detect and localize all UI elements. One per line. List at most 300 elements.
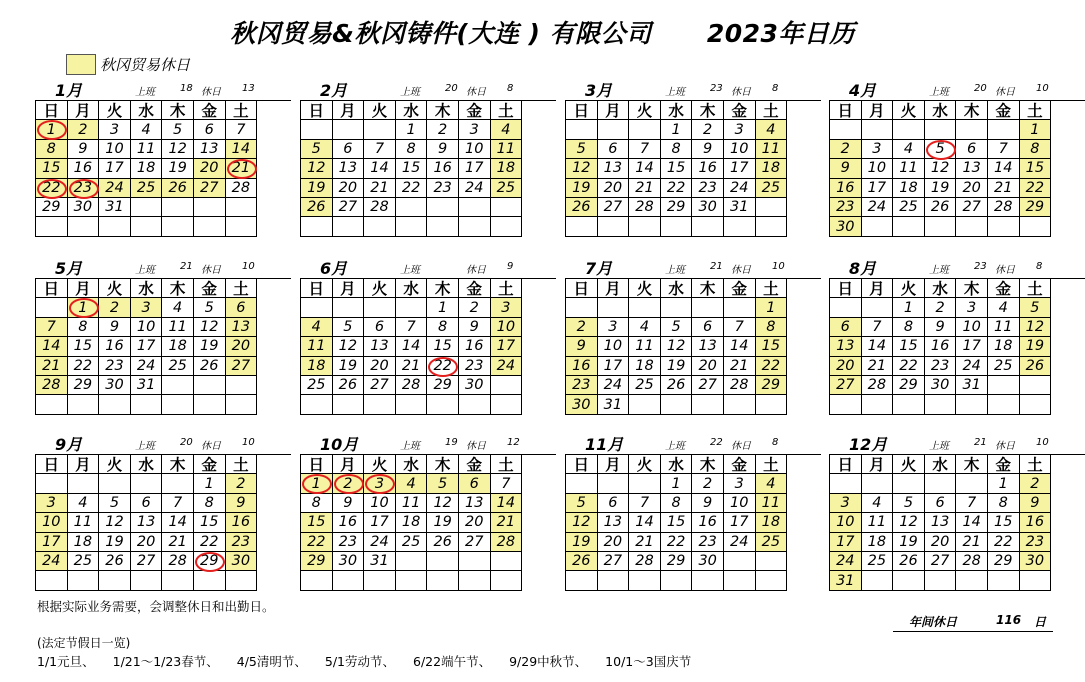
- day-cell: 8: [988, 494, 1020, 513]
- day-cell: 9: [459, 318, 491, 337]
- weekday-header: 金: [194, 455, 226, 474]
- day-cell: 11: [756, 140, 788, 159]
- day-cell: 7: [862, 318, 894, 337]
- day-cell: 14: [364, 159, 396, 178]
- day-cell: 16: [99, 337, 131, 356]
- day-cell: 19: [333, 357, 365, 376]
- work-label: 上班: [135, 87, 155, 98]
- month-grid: [300, 278, 556, 415]
- weekday-header: 日: [566, 101, 598, 120]
- day-cell: 30: [692, 198, 724, 217]
- empty-cell: [893, 120, 925, 139]
- day-cell: 16: [830, 179, 862, 198]
- empty-cell: [862, 298, 894, 317]
- day-cell: 23: [226, 533, 258, 552]
- empty-cell: [226, 571, 258, 590]
- month-grid: [35, 100, 291, 237]
- day-cell: 16: [925, 337, 957, 356]
- rest-count: 13: [242, 83, 255, 94]
- day-cell: 8: [661, 494, 693, 513]
- empty-cell: [566, 298, 598, 317]
- empty-cell: [1020, 376, 1052, 395]
- day-cell: 28: [162, 552, 194, 571]
- empty-cell: [333, 217, 365, 236]
- empty-cell: [598, 571, 630, 590]
- day-cell: 23: [925, 357, 957, 376]
- day-cell: 22: [661, 179, 693, 198]
- day-cell: 23: [459, 357, 491, 376]
- day-cell: 1: [68, 298, 100, 317]
- day-cell: 6: [194, 120, 226, 139]
- empty-cell: [427, 395, 459, 414]
- weekday-header: 日: [830, 101, 862, 120]
- day-cell: 20: [364, 357, 396, 376]
- rest-label: 休日: [466, 441, 486, 452]
- day-cell: 1: [988, 474, 1020, 493]
- empty-cell: [956, 571, 988, 590]
- day-cell: 30: [226, 552, 258, 571]
- day-cell: 13: [364, 337, 396, 356]
- day-cell: 29: [756, 376, 788, 395]
- weekday-header: 日: [566, 279, 598, 298]
- holidays-title: (法定节假日一览): [37, 636, 131, 650]
- day-cell: 1: [756, 298, 788, 317]
- day-cell: 29: [988, 552, 1020, 571]
- day-cell: 1: [396, 120, 428, 139]
- empty-cell: [893, 395, 925, 414]
- day-cell: 10: [491, 318, 523, 337]
- weekday-header: 火: [364, 279, 396, 298]
- day-cell: 9: [566, 337, 598, 356]
- day-cell: 29: [661, 552, 693, 571]
- day-cell: 8: [36, 140, 68, 159]
- day-cell: 27: [226, 357, 258, 376]
- day-cell: 28: [396, 376, 428, 395]
- empty-cell: [333, 395, 365, 414]
- day-cell: 14: [162, 513, 194, 532]
- day-cell: 23: [1020, 533, 1052, 552]
- day-cell: 26: [99, 552, 131, 571]
- day-cell: 24: [99, 179, 131, 198]
- weekday-header: 木: [162, 279, 194, 298]
- weekday-header: 月: [333, 279, 365, 298]
- day-cell: 10: [598, 337, 630, 356]
- empty-cell: [99, 395, 131, 414]
- empty-cell: [629, 217, 661, 236]
- day-cell: 4: [756, 474, 788, 493]
- empty-cell: [36, 217, 68, 236]
- day-cell: 7: [491, 474, 523, 493]
- day-cell: 2: [226, 474, 258, 493]
- day-cell: 8: [756, 318, 788, 337]
- day-cell: 16: [427, 159, 459, 178]
- rest-label: 休日: [995, 441, 1015, 452]
- day-cell: 24: [364, 533, 396, 552]
- day-cell: 6: [333, 140, 365, 159]
- day-cell: 12: [893, 513, 925, 532]
- day-cell: 4: [131, 120, 163, 139]
- weekday-header: 火: [893, 279, 925, 298]
- day-cell: 25: [396, 533, 428, 552]
- day-cell: 1: [1020, 120, 1052, 139]
- day-cell: 9: [68, 140, 100, 159]
- empty-cell: [459, 552, 491, 571]
- calendar-title: 秋冈贸易&秋冈铸件(大连 ) 有限公司 2023年日历: [230, 19, 855, 48]
- empty-cell: [427, 571, 459, 590]
- day-cell: 26: [925, 198, 957, 217]
- empty-cell: [925, 120, 957, 139]
- month-header: [565, 432, 821, 454]
- day-cell: 26: [661, 376, 693, 395]
- empty-cell: [194, 376, 226, 395]
- weekday-header: 水: [396, 101, 428, 120]
- day-cell: 25: [162, 357, 194, 376]
- empty-cell: [956, 217, 988, 236]
- weekday-header: 金: [459, 279, 491, 298]
- day-cell: 21: [226, 159, 258, 178]
- weekday-header: 日: [36, 455, 68, 474]
- day-cell: 22: [988, 533, 1020, 552]
- day-cell: 12: [99, 513, 131, 532]
- day-cell: 30: [99, 376, 131, 395]
- day-cell: 20: [830, 357, 862, 376]
- day-cell: 19: [893, 533, 925, 552]
- day-cell: 14: [862, 337, 894, 356]
- weekday-header: 水: [925, 279, 957, 298]
- empty-cell: [131, 217, 163, 236]
- day-cell: 17: [36, 533, 68, 552]
- day-cell: 22: [427, 357, 459, 376]
- day-cell: 20: [459, 513, 491, 532]
- day-cell: 31: [598, 395, 630, 414]
- work-label: 上班: [929, 265, 949, 276]
- day-cell: 11: [396, 494, 428, 513]
- day-cell: 28: [364, 198, 396, 217]
- empty-cell: [68, 395, 100, 414]
- day-cell: 10: [459, 140, 491, 159]
- day-cell: 7: [162, 494, 194, 513]
- day-cell: 30: [68, 198, 100, 217]
- summary-value: 116: [996, 613, 1022, 627]
- empty-cell: [301, 298, 333, 317]
- empty-cell: [724, 395, 756, 414]
- month-5: [35, 256, 291, 415]
- empty-cell: [724, 298, 756, 317]
- weekday-header: 日: [830, 279, 862, 298]
- rest-label: 休日: [201, 265, 221, 276]
- day-cell: 29: [194, 552, 226, 571]
- empty-cell: [364, 395, 396, 414]
- weekday-header: 木: [956, 101, 988, 120]
- rest-count: 8: [1036, 261, 1043, 272]
- day-cell: 24: [491, 357, 523, 376]
- work-label: 上班: [665, 265, 685, 276]
- day-cell: 24: [830, 552, 862, 571]
- day-cell: 8: [194, 494, 226, 513]
- weekday-header: 木: [692, 455, 724, 474]
- day-cell: 3: [36, 494, 68, 513]
- empty-cell: [301, 395, 333, 414]
- empty-cell: [988, 376, 1020, 395]
- rest-count: 12: [507, 437, 520, 448]
- weekday-header: 水: [925, 101, 957, 120]
- day-cell: 8: [396, 140, 428, 159]
- day-cell: 29: [1020, 198, 1052, 217]
- day-cell: 28: [724, 376, 756, 395]
- day-cell: 5: [566, 494, 598, 513]
- day-cell: 11: [131, 140, 163, 159]
- day-cell: 6: [830, 318, 862, 337]
- day-cell: 9: [692, 140, 724, 159]
- rest-count: 8: [772, 437, 779, 448]
- weekday-header: 日: [36, 279, 68, 298]
- empty-cell: [459, 217, 491, 236]
- day-cell: 2: [692, 474, 724, 493]
- weekday-header: 月: [333, 455, 365, 474]
- day-cell: 3: [724, 120, 756, 139]
- weekday-header: 木: [427, 279, 459, 298]
- empty-cell: [692, 217, 724, 236]
- empty-cell: [692, 395, 724, 414]
- empty-cell: [893, 474, 925, 493]
- day-cell: 4: [629, 318, 661, 337]
- day-cell: 15: [756, 337, 788, 356]
- empty-cell: [131, 198, 163, 217]
- day-cell: 7: [364, 140, 396, 159]
- day-cell: 10: [131, 318, 163, 337]
- day-cell: 31: [830, 571, 862, 590]
- empty-cell: [194, 217, 226, 236]
- weekday-header: 木: [692, 279, 724, 298]
- work-label: 上班: [665, 441, 685, 452]
- day-cell: 24: [36, 552, 68, 571]
- weekday-header: 水: [661, 455, 693, 474]
- day-cell: 19: [99, 533, 131, 552]
- day-cell: 18: [988, 337, 1020, 356]
- empty-cell: [68, 474, 100, 493]
- day-cell: 30: [566, 395, 598, 414]
- month-name: 11月: [585, 435, 624, 454]
- day-cell: 6: [692, 318, 724, 337]
- day-cell: 26: [162, 179, 194, 198]
- day-cell: 27: [692, 376, 724, 395]
- empty-cell: [830, 474, 862, 493]
- empty-cell: [756, 217, 788, 236]
- day-cell: 22: [396, 179, 428, 198]
- day-cell: 25: [862, 552, 894, 571]
- empty-cell: [427, 198, 459, 217]
- empty-cell: [925, 395, 957, 414]
- day-cell: 7: [629, 140, 661, 159]
- month-grid: [565, 278, 821, 415]
- month-name: 6月: [320, 259, 348, 278]
- month-2: [300, 78, 556, 237]
- empty-cell: [427, 552, 459, 571]
- month-name: 10月: [320, 435, 359, 454]
- day-cell: 29: [301, 552, 333, 571]
- day-cell: 15: [194, 513, 226, 532]
- month-grid: [829, 454, 1085, 591]
- day-cell: 7: [956, 494, 988, 513]
- rest-label: 休日: [731, 265, 751, 276]
- empty-cell: [364, 120, 396, 139]
- day-cell: 17: [862, 179, 894, 198]
- day-cell: 6: [226, 298, 258, 317]
- day-cell: 13: [194, 140, 226, 159]
- day-cell: 5: [1020, 298, 1052, 317]
- month-header: [829, 256, 1085, 278]
- day-cell: 16: [68, 159, 100, 178]
- day-cell: 13: [956, 159, 988, 178]
- day-cell: 16: [333, 513, 365, 532]
- weekday-header: 火: [893, 101, 925, 120]
- day-cell: 21: [36, 357, 68, 376]
- weekday-header: 木: [162, 101, 194, 120]
- empty-cell: [226, 395, 258, 414]
- empty-cell: [396, 217, 428, 236]
- day-cell: 20: [598, 533, 630, 552]
- empty-cell: [162, 571, 194, 590]
- day-cell: 15: [427, 337, 459, 356]
- empty-cell: [162, 474, 194, 493]
- month-grid: [565, 454, 821, 591]
- weekday-header: 月: [598, 455, 630, 474]
- day-cell: 10: [956, 318, 988, 337]
- day-cell: 16: [226, 513, 258, 532]
- day-cell: 22: [1020, 179, 1052, 198]
- day-cell: 21: [724, 357, 756, 376]
- rest-count: 10: [242, 437, 255, 448]
- day-cell: 25: [756, 179, 788, 198]
- day-cell: 9: [99, 318, 131, 337]
- day-cell: 26: [1020, 357, 1052, 376]
- day-cell: 4: [862, 494, 894, 513]
- day-cell: 23: [99, 357, 131, 376]
- day-cell: 4: [491, 120, 523, 139]
- weekday-header: 火: [629, 279, 661, 298]
- holiday-item: 6/22端午节、: [413, 654, 492, 669]
- empty-cell: [491, 571, 523, 590]
- day-cell: 5: [925, 140, 957, 159]
- weekday-header: 水: [925, 455, 957, 474]
- weekday-header: 木: [427, 101, 459, 120]
- empty-cell: [396, 571, 428, 590]
- day-cell: 2: [925, 298, 957, 317]
- weekday-header: 火: [364, 101, 396, 120]
- weekday-header: 日: [36, 101, 68, 120]
- day-cell: 27: [333, 198, 365, 217]
- day-cell: 10: [862, 159, 894, 178]
- day-cell: 7: [988, 140, 1020, 159]
- day-cell: 31: [956, 376, 988, 395]
- empty-cell: [396, 198, 428, 217]
- work-label: 上班: [135, 441, 155, 452]
- day-cell: 1: [36, 120, 68, 139]
- day-cell: 16: [459, 337, 491, 356]
- weekday-header: 日: [830, 455, 862, 474]
- weekday-header: 火: [99, 455, 131, 474]
- work-label: 上班: [400, 87, 420, 98]
- day-cell: 3: [131, 298, 163, 317]
- day-cell: 23: [566, 376, 598, 395]
- day-cell: 2: [566, 318, 598, 337]
- day-cell: 9: [226, 494, 258, 513]
- empty-cell: [162, 376, 194, 395]
- month-header: [829, 78, 1085, 100]
- work-label: 上班: [929, 441, 949, 452]
- weekday-header: 土: [226, 279, 258, 298]
- work-label: 上班: [400, 265, 420, 276]
- day-cell: 19: [925, 179, 957, 198]
- day-cell: 9: [830, 159, 862, 178]
- empty-cell: [194, 571, 226, 590]
- day-cell: 10: [830, 513, 862, 532]
- empty-cell: [988, 571, 1020, 590]
- day-cell: 28: [226, 179, 258, 198]
- month-7: [565, 256, 821, 415]
- empty-cell: [756, 571, 788, 590]
- work-label: 上班: [665, 87, 685, 98]
- day-cell: 19: [661, 357, 693, 376]
- day-cell: 19: [566, 179, 598, 198]
- day-cell: 30: [692, 552, 724, 571]
- day-cell: 23: [692, 179, 724, 198]
- day-cell: 12: [301, 159, 333, 178]
- day-cell: 18: [162, 337, 194, 356]
- weekday-header: 木: [956, 279, 988, 298]
- empty-cell: [956, 395, 988, 414]
- day-cell: 3: [862, 140, 894, 159]
- work-count: 22: [710, 437, 723, 448]
- day-cell: 6: [956, 140, 988, 159]
- day-cell: 15: [68, 337, 100, 356]
- work-count: 18: [180, 83, 193, 94]
- day-cell: 22: [68, 357, 100, 376]
- work-count: 23: [710, 83, 723, 94]
- day-cell: 7: [629, 494, 661, 513]
- empty-cell: [692, 298, 724, 317]
- rest-count: 8: [507, 83, 514, 94]
- empty-cell: [396, 395, 428, 414]
- day-cell: 18: [396, 513, 428, 532]
- month-10: [300, 432, 556, 591]
- weekday-header: 金: [194, 101, 226, 120]
- weekday-header: 金: [724, 455, 756, 474]
- day-cell: 8: [301, 494, 333, 513]
- day-cell: 29: [661, 198, 693, 217]
- weekday-header: 土: [756, 279, 788, 298]
- day-cell: 24: [862, 198, 894, 217]
- rest-label: 休日: [466, 87, 486, 98]
- day-cell: 28: [629, 552, 661, 571]
- holiday-item: 10/1～3国庆节: [605, 654, 692, 669]
- empty-cell: [364, 217, 396, 236]
- day-cell: 22: [36, 179, 68, 198]
- day-cell: 20: [226, 337, 258, 356]
- work-count: 23: [974, 261, 987, 272]
- day-cell: 26: [194, 357, 226, 376]
- day-cell: 12: [333, 337, 365, 356]
- empty-cell: [301, 120, 333, 139]
- rest-label: 休日: [995, 87, 1015, 98]
- day-cell: 18: [629, 357, 661, 376]
- weekday-header: 水: [396, 279, 428, 298]
- day-cell: 3: [830, 494, 862, 513]
- month-header: [300, 78, 556, 100]
- day-cell: 18: [893, 179, 925, 198]
- rest-label: 休日: [201, 441, 221, 452]
- month-grid: [829, 278, 1085, 415]
